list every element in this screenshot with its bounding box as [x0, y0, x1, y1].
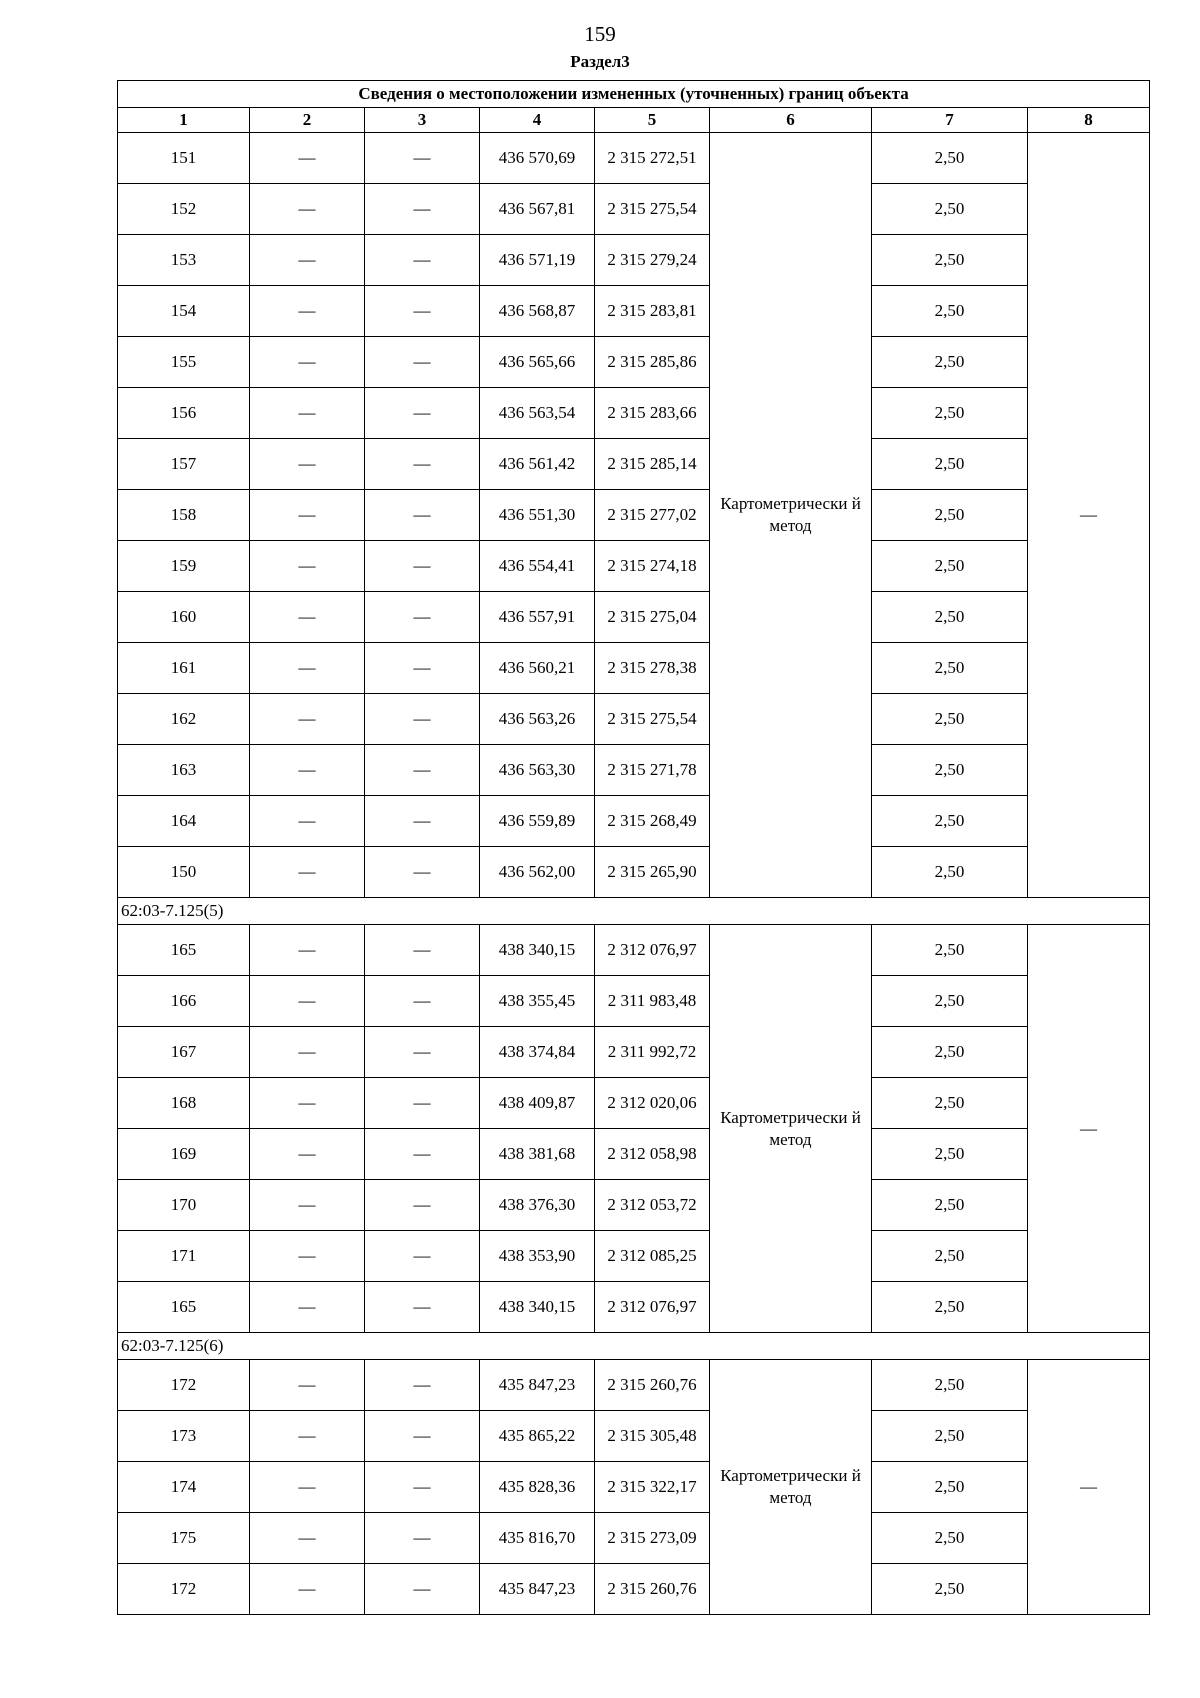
y-coordinate-cell: 2 315 279,24 — [595, 235, 710, 286]
point-number-cell: 173 — [118, 1411, 250, 1462]
point-number-cell: 152 — [118, 184, 250, 235]
col2-cell: — — [250, 1078, 365, 1129]
point-number-cell: 168 — [118, 1078, 250, 1129]
table-row — [118, 925, 1150, 976]
column-header: 3 — [365, 108, 480, 133]
point-number-cell: 166 — [118, 976, 250, 1027]
x-coordinate-cell: 438 409,87 — [480, 1078, 595, 1129]
col2-cell: — — [250, 925, 365, 976]
table-row — [118, 643, 1150, 694]
accuracy-cell: 2,50 — [872, 1078, 1028, 1129]
table-row — [118, 847, 1150, 898]
table-row — [118, 388, 1150, 439]
table-row — [118, 796, 1150, 847]
table-row — [118, 1411, 1150, 1462]
col3-cell: — — [365, 133, 480, 184]
col3-cell: — — [365, 1564, 480, 1615]
x-coordinate-cell: 436 554,41 — [480, 541, 595, 592]
column-header: 2 — [250, 108, 365, 133]
col2-cell: — — [250, 643, 365, 694]
col2-cell: — — [250, 976, 365, 1027]
col2-cell: — — [250, 1180, 365, 1231]
point-number-cell: 169 — [118, 1129, 250, 1180]
x-coordinate-cell: 438 381,68 — [480, 1129, 595, 1180]
col2-cell: — — [250, 388, 365, 439]
accuracy-cell: 2,50 — [872, 1282, 1028, 1333]
table-row — [118, 133, 1150, 184]
col2-cell: — — [250, 286, 365, 337]
table-title-row — [118, 81, 1150, 108]
point-number-cell: 171 — [118, 1231, 250, 1282]
accuracy-cell: 2,50 — [872, 388, 1028, 439]
accuracy-cell: 2,50 — [872, 337, 1028, 388]
y-coordinate-cell: 2 315 271,78 — [595, 745, 710, 796]
x-coordinate-cell: 436 563,30 — [480, 745, 595, 796]
y-coordinate-cell: 2 315 260,76 — [595, 1564, 710, 1615]
table-row — [118, 694, 1150, 745]
x-coordinate-cell: 435 847,23 — [480, 1360, 595, 1411]
col3-cell: — — [365, 643, 480, 694]
col3-cell: — — [365, 1462, 480, 1513]
col3-cell: — — [365, 286, 480, 337]
y-coordinate-cell: 2 312 020,06 — [595, 1078, 710, 1129]
parcel-group-row — [118, 1333, 1150, 1360]
point-number-cell: 160 — [118, 592, 250, 643]
method-cell: Картометрически й метод — [710, 1360, 872, 1615]
table-row — [118, 1513, 1150, 1564]
table-row — [118, 1360, 1150, 1411]
table-row — [118, 1462, 1150, 1513]
col3-cell: — — [365, 694, 480, 745]
table-title: Сведения о местоположении измененных (уточненных) границ объекта — [118, 81, 1150, 108]
col3-cell: — — [365, 745, 480, 796]
accuracy-cell: 2,50 — [872, 1513, 1028, 1564]
accuracy-cell: 2,50 — [872, 592, 1028, 643]
x-coordinate-cell: 436 561,42 — [480, 439, 595, 490]
table-row — [118, 337, 1150, 388]
col3-cell: — — [365, 388, 480, 439]
accuracy-cell: 2,50 — [872, 976, 1028, 1027]
x-coordinate-cell: 435 816,70 — [480, 1513, 595, 1564]
x-coordinate-cell: 436 563,54 — [480, 388, 595, 439]
y-coordinate-cell: 2 315 272,51 — [595, 133, 710, 184]
col3-cell: — — [365, 490, 480, 541]
col3-cell: — — [365, 1180, 480, 1231]
x-coordinate-cell: 436 565,66 — [480, 337, 595, 388]
col2-cell: — — [250, 490, 365, 541]
y-coordinate-cell: 2 315 305,48 — [595, 1411, 710, 1462]
col8-cell: — — [1028, 1360, 1150, 1615]
page-number: 159 — [584, 22, 616, 46]
point-number-cell: 156 — [118, 388, 250, 439]
col2-cell: — — [250, 847, 365, 898]
col2-cell: — — [250, 1129, 365, 1180]
point-number-cell: 159 — [118, 541, 250, 592]
accuracy-cell: 2,50 — [872, 1027, 1028, 1078]
accuracy-cell: 2,50 — [872, 1564, 1028, 1615]
y-coordinate-cell: 2 311 983,48 — [595, 976, 710, 1027]
x-coordinate-cell: 435 828,36 — [480, 1462, 595, 1513]
point-number-cell: 163 — [118, 745, 250, 796]
col2-cell: — — [250, 1360, 365, 1411]
column-header: 8 — [1028, 108, 1150, 133]
col3-cell: — — [365, 976, 480, 1027]
table-row — [118, 490, 1150, 541]
y-coordinate-cell: 2 315 322,17 — [595, 1462, 710, 1513]
point-number-cell: 170 — [118, 1180, 250, 1231]
x-coordinate-cell: 438 340,15 — [480, 925, 595, 976]
col2-cell: — — [250, 541, 365, 592]
accuracy-cell: 2,50 — [872, 184, 1028, 235]
x-coordinate-cell: 438 374,84 — [480, 1027, 595, 1078]
x-coordinate-cell: 438 376,30 — [480, 1180, 595, 1231]
col3-cell: — — [365, 1282, 480, 1333]
x-coordinate-cell: 436 567,81 — [480, 184, 595, 235]
column-header: 1 — [118, 108, 250, 133]
point-number-cell: 154 — [118, 286, 250, 337]
column-header-row — [118, 108, 1150, 133]
col3-cell: — — [365, 1360, 480, 1411]
point-number-cell: 161 — [118, 643, 250, 694]
col2-cell: — — [250, 1231, 365, 1282]
col2-cell: — — [250, 1282, 365, 1333]
table-row — [118, 1282, 1150, 1333]
y-coordinate-cell: 2 315 283,66 — [595, 388, 710, 439]
accuracy-cell: 2,50 — [872, 235, 1028, 286]
y-coordinate-cell: 2 315 283,81 — [595, 286, 710, 337]
y-coordinate-cell: 2 312 053,72 — [595, 1180, 710, 1231]
accuracy-cell: 2,50 — [872, 439, 1028, 490]
accuracy-cell: 2,50 — [872, 643, 1028, 694]
table-row — [118, 235, 1150, 286]
col2-cell: — — [250, 235, 365, 286]
accuracy-cell: 2,50 — [872, 1411, 1028, 1462]
table-row — [118, 286, 1150, 337]
y-coordinate-cell: 2 312 076,97 — [595, 1282, 710, 1333]
parcel-group-label: 62:03-7.125(6) — [118, 1333, 1150, 1360]
y-coordinate-cell: 2 315 275,54 — [595, 184, 710, 235]
x-coordinate-cell: 436 559,89 — [480, 796, 595, 847]
column-header: 6 — [710, 108, 872, 133]
point-number-cell: 155 — [118, 337, 250, 388]
table-row — [118, 1078, 1150, 1129]
x-coordinate-cell: 436 571,19 — [480, 235, 595, 286]
y-coordinate-cell: 2 315 260,76 — [595, 1360, 710, 1411]
x-coordinate-cell: 436 551,30 — [480, 490, 595, 541]
table-row — [118, 184, 1150, 235]
x-coordinate-cell: 436 568,87 — [480, 286, 595, 337]
accuracy-cell: 2,50 — [872, 694, 1028, 745]
col3-cell: — — [365, 439, 480, 490]
column-header: 5 — [595, 108, 710, 133]
point-number-cell: 164 — [118, 796, 250, 847]
col2-cell: — — [250, 1462, 365, 1513]
col3-cell: — — [365, 1129, 480, 1180]
method-cell: Картометрически й метод — [710, 925, 872, 1333]
table-row — [118, 745, 1150, 796]
col3-cell: — — [365, 337, 480, 388]
y-coordinate-cell: 2 312 058,98 — [595, 1129, 710, 1180]
accuracy-cell: 2,50 — [872, 286, 1028, 337]
col2-cell: — — [250, 184, 365, 235]
x-coordinate-cell: 438 353,90 — [480, 1231, 595, 1282]
y-coordinate-cell: 2 315 278,38 — [595, 643, 710, 694]
point-number-cell: 172 — [118, 1564, 250, 1615]
table-row — [118, 1231, 1150, 1282]
accuracy-cell: 2,50 — [872, 796, 1028, 847]
x-coordinate-cell: 435 865,22 — [480, 1411, 595, 1462]
col3-cell: — — [365, 235, 480, 286]
y-coordinate-cell: 2 311 992,72 — [595, 1027, 710, 1078]
y-coordinate-cell: 2 315 268,49 — [595, 796, 710, 847]
x-coordinate-cell: 438 355,45 — [480, 976, 595, 1027]
col3-cell: — — [365, 1513, 480, 1564]
x-coordinate-cell: 436 560,21 — [480, 643, 595, 694]
col3-cell: — — [365, 847, 480, 898]
point-number-cell: 157 — [118, 439, 250, 490]
point-number-cell: 174 — [118, 1462, 250, 1513]
point-number-cell: 153 — [118, 235, 250, 286]
col3-cell: — — [365, 925, 480, 976]
col2-cell: — — [250, 1027, 365, 1078]
x-coordinate-cell: 436 557,91 — [480, 592, 595, 643]
accuracy-cell: 2,50 — [872, 1360, 1028, 1411]
point-number-cell: 175 — [118, 1513, 250, 1564]
col3-cell: — — [365, 541, 480, 592]
y-coordinate-cell: 2 315 265,90 — [595, 847, 710, 898]
col3-cell: — — [365, 1078, 480, 1129]
section-title: Раздел3 — [570, 52, 630, 71]
point-number-cell: 151 — [118, 133, 250, 184]
y-coordinate-cell: 2 312 085,25 — [595, 1231, 710, 1282]
col8-cell: — — [1028, 925, 1150, 1333]
y-coordinate-cell: 2 315 275,04 — [595, 592, 710, 643]
col2-cell: — — [250, 337, 365, 388]
point-number-cell: 167 — [118, 1027, 250, 1078]
x-coordinate-cell: 436 563,26 — [480, 694, 595, 745]
col2-cell: — — [250, 1564, 365, 1615]
col3-cell: — — [365, 592, 480, 643]
accuracy-cell: 2,50 — [872, 1180, 1028, 1231]
parcel-group-label: 62:03-7.125(5) — [118, 898, 1150, 925]
y-coordinate-cell: 2 315 277,02 — [595, 490, 710, 541]
accuracy-cell: 2,50 — [872, 1129, 1028, 1180]
col8-cell: — — [1028, 133, 1150, 898]
col2-cell: — — [250, 745, 365, 796]
accuracy-cell: 2,50 — [872, 925, 1028, 976]
table-row — [118, 1564, 1150, 1615]
col2-cell: — — [250, 1411, 365, 1462]
table-row — [118, 541, 1150, 592]
y-coordinate-cell: 2 312 076,97 — [595, 925, 710, 976]
col3-cell: — — [365, 796, 480, 847]
x-coordinate-cell: 438 340,15 — [480, 1282, 595, 1333]
table-row — [118, 1180, 1150, 1231]
accuracy-cell: 2,50 — [872, 541, 1028, 592]
x-coordinate-cell: 436 562,00 — [480, 847, 595, 898]
accuracy-cell: 2,50 — [872, 490, 1028, 541]
col2-cell: — — [250, 796, 365, 847]
col2-cell: — — [250, 694, 365, 745]
col2-cell: — — [250, 439, 365, 490]
point-number-cell: 158 — [118, 490, 250, 541]
col3-cell: — — [365, 1027, 480, 1078]
x-coordinate-cell: 436 570,69 — [480, 133, 595, 184]
col2-cell: — — [250, 133, 365, 184]
table-row — [118, 592, 1150, 643]
point-number-cell: 172 — [118, 1360, 250, 1411]
column-header: 4 — [480, 108, 595, 133]
accuracy-cell: 2,50 — [872, 745, 1028, 796]
col3-cell: — — [365, 1411, 480, 1462]
col3-cell: — — [365, 184, 480, 235]
col3-cell: — — [365, 1231, 480, 1282]
point-number-cell: 165 — [118, 925, 250, 976]
accuracy-cell: 2,50 — [872, 1462, 1028, 1513]
table-row — [118, 439, 1150, 490]
accuracy-cell: 2,50 — [872, 133, 1028, 184]
table-row — [118, 1027, 1150, 1078]
point-number-cell: 150 — [118, 847, 250, 898]
y-coordinate-cell: 2 315 285,86 — [595, 337, 710, 388]
method-cell: Картометрически й метод — [710, 133, 872, 898]
accuracy-cell: 2,50 — [872, 1231, 1028, 1282]
table-row — [118, 976, 1150, 1027]
point-number-cell: 165 — [118, 1282, 250, 1333]
y-coordinate-cell: 2 315 274,18 — [595, 541, 710, 592]
y-coordinate-cell: 2 315 275,54 — [595, 694, 710, 745]
parcel-group-row — [118, 898, 1150, 925]
col2-cell: — — [250, 1513, 365, 1564]
boundary-coordinates-table — [117, 80, 1150, 1615]
column-header: 7 — [872, 108, 1028, 133]
table-row — [118, 1129, 1150, 1180]
x-coordinate-cell: 435 847,23 — [480, 1564, 595, 1615]
col2-cell: — — [250, 592, 365, 643]
y-coordinate-cell: 2 315 273,09 — [595, 1513, 710, 1564]
point-number-cell: 162 — [118, 694, 250, 745]
y-coordinate-cell: 2 315 285,14 — [595, 439, 710, 490]
accuracy-cell: 2,50 — [872, 847, 1028, 898]
